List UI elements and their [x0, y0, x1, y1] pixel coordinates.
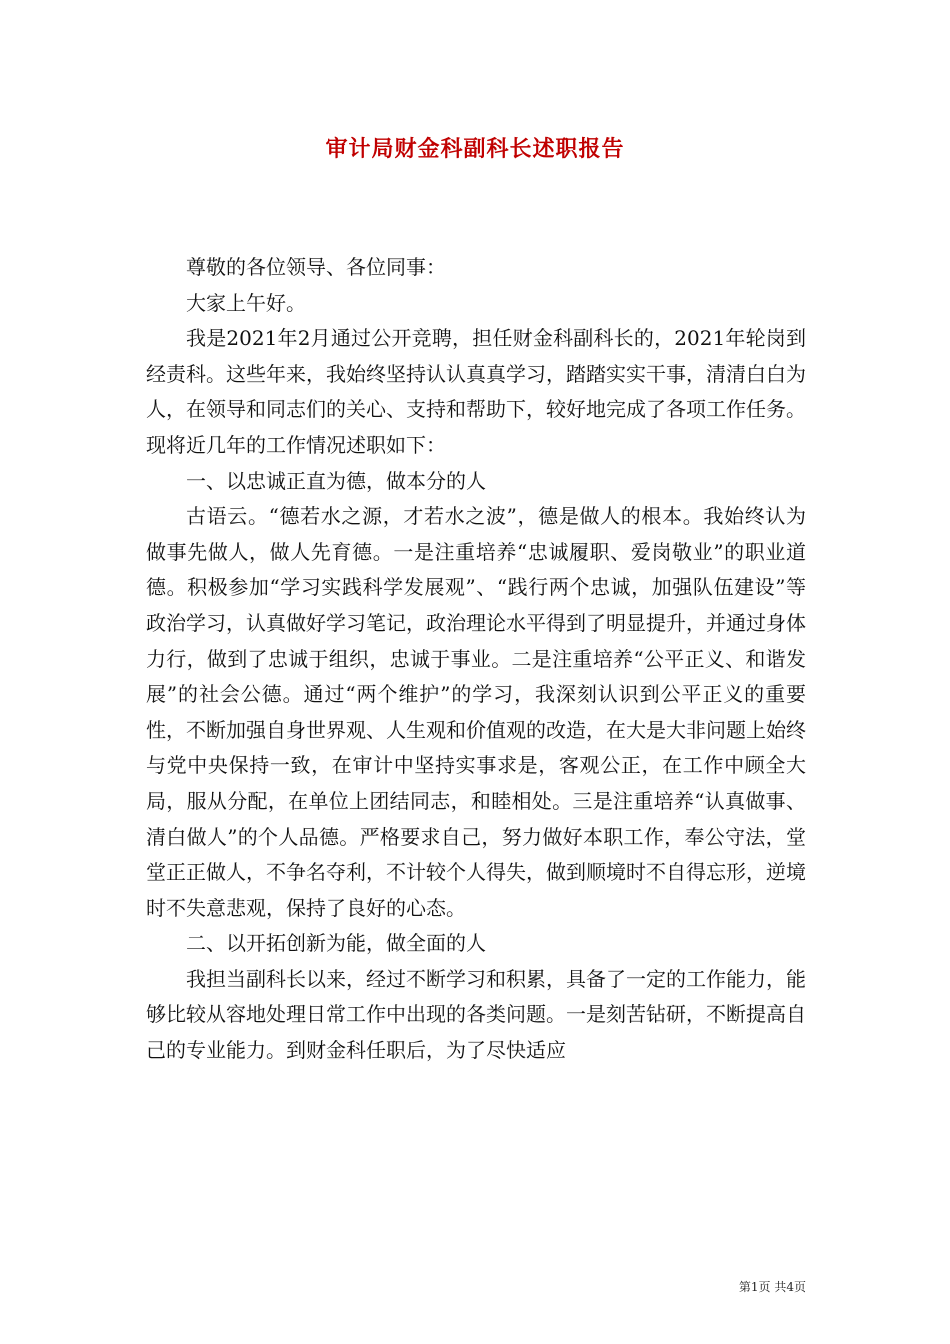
greeting: 大家上午好。: [186, 290, 306, 315]
document-title: 审计局财金科副科长述职报告: [325, 136, 625, 162]
section-2-paragraph: 我担当副科长以来，经过不断学习和积累，具备了一定的工作能力，能够比较从容地处理日常工作中出现的各类问题。一是刻苦钻研，不断提高自己的专业能力。到财金科任职后，为了尽快适应: [146, 966, 806, 1063]
document-body: [146, 250, 806, 1069]
section-1-paragraph: 古语云。“德若水之源，才若水之波”，德是做人的根本。我始终认为做事先做人，做人先育德。一是注重培养“忠诚履职、爱岗敬业”的职业道德。积极参加“学习实践科学发展观”、“践行两个忠诚，加强队伍建设”等政治学习，认真做好学习笔记，政治理论水平得到了明显提升，并通过身体力行，做到了忠诚于组织，忠诚于事业。二是注重培养“公平正义、和谐发展”的社会公德。通过“两个维护”的学习，我深刻认识到公平正义的重要性，不断加强自身世界观、人生观和价值观的改造，在大是大非问题上始终与党中央保持一致，在审计中坚持实事求是，客观公正，在工作中顾全大局，服从分配，在单位上团结同志，和睦相处。三是注重培养“认真做事、清白做人”的个人品德。严格要求自己，努力做好本职工作，奉公守法，堂堂正正做人，不争名夺利，不计较个人得失，做到顺境时不自得忘形，逆境时不失意悲观，保持了良好的心态。: [146, 504, 806, 920]
section-heading-1: 一、以忠诚正直为德，做本分的人: [186, 468, 486, 493]
page-number: 第1页 共4页: [738, 1280, 806, 1294]
intro-paragraph: 我是2021年2月通过公开竞聘，担任财金科副科长的，2021年轮岗到经责科。这些年来，我始终坚持认认真真学习，踏踏实实干事，清清白白为人，在领导和同志们的关心、支持和帮助下，较好地完成了各项工作任务。现将近几年的工作情况述职如下：: [146, 326, 806, 457]
salutation: 尊敬的各位领导、各位同事：: [186, 255, 446, 279]
section-heading-2: 二、以开拓创新为能，做全面的人: [186, 931, 486, 956]
